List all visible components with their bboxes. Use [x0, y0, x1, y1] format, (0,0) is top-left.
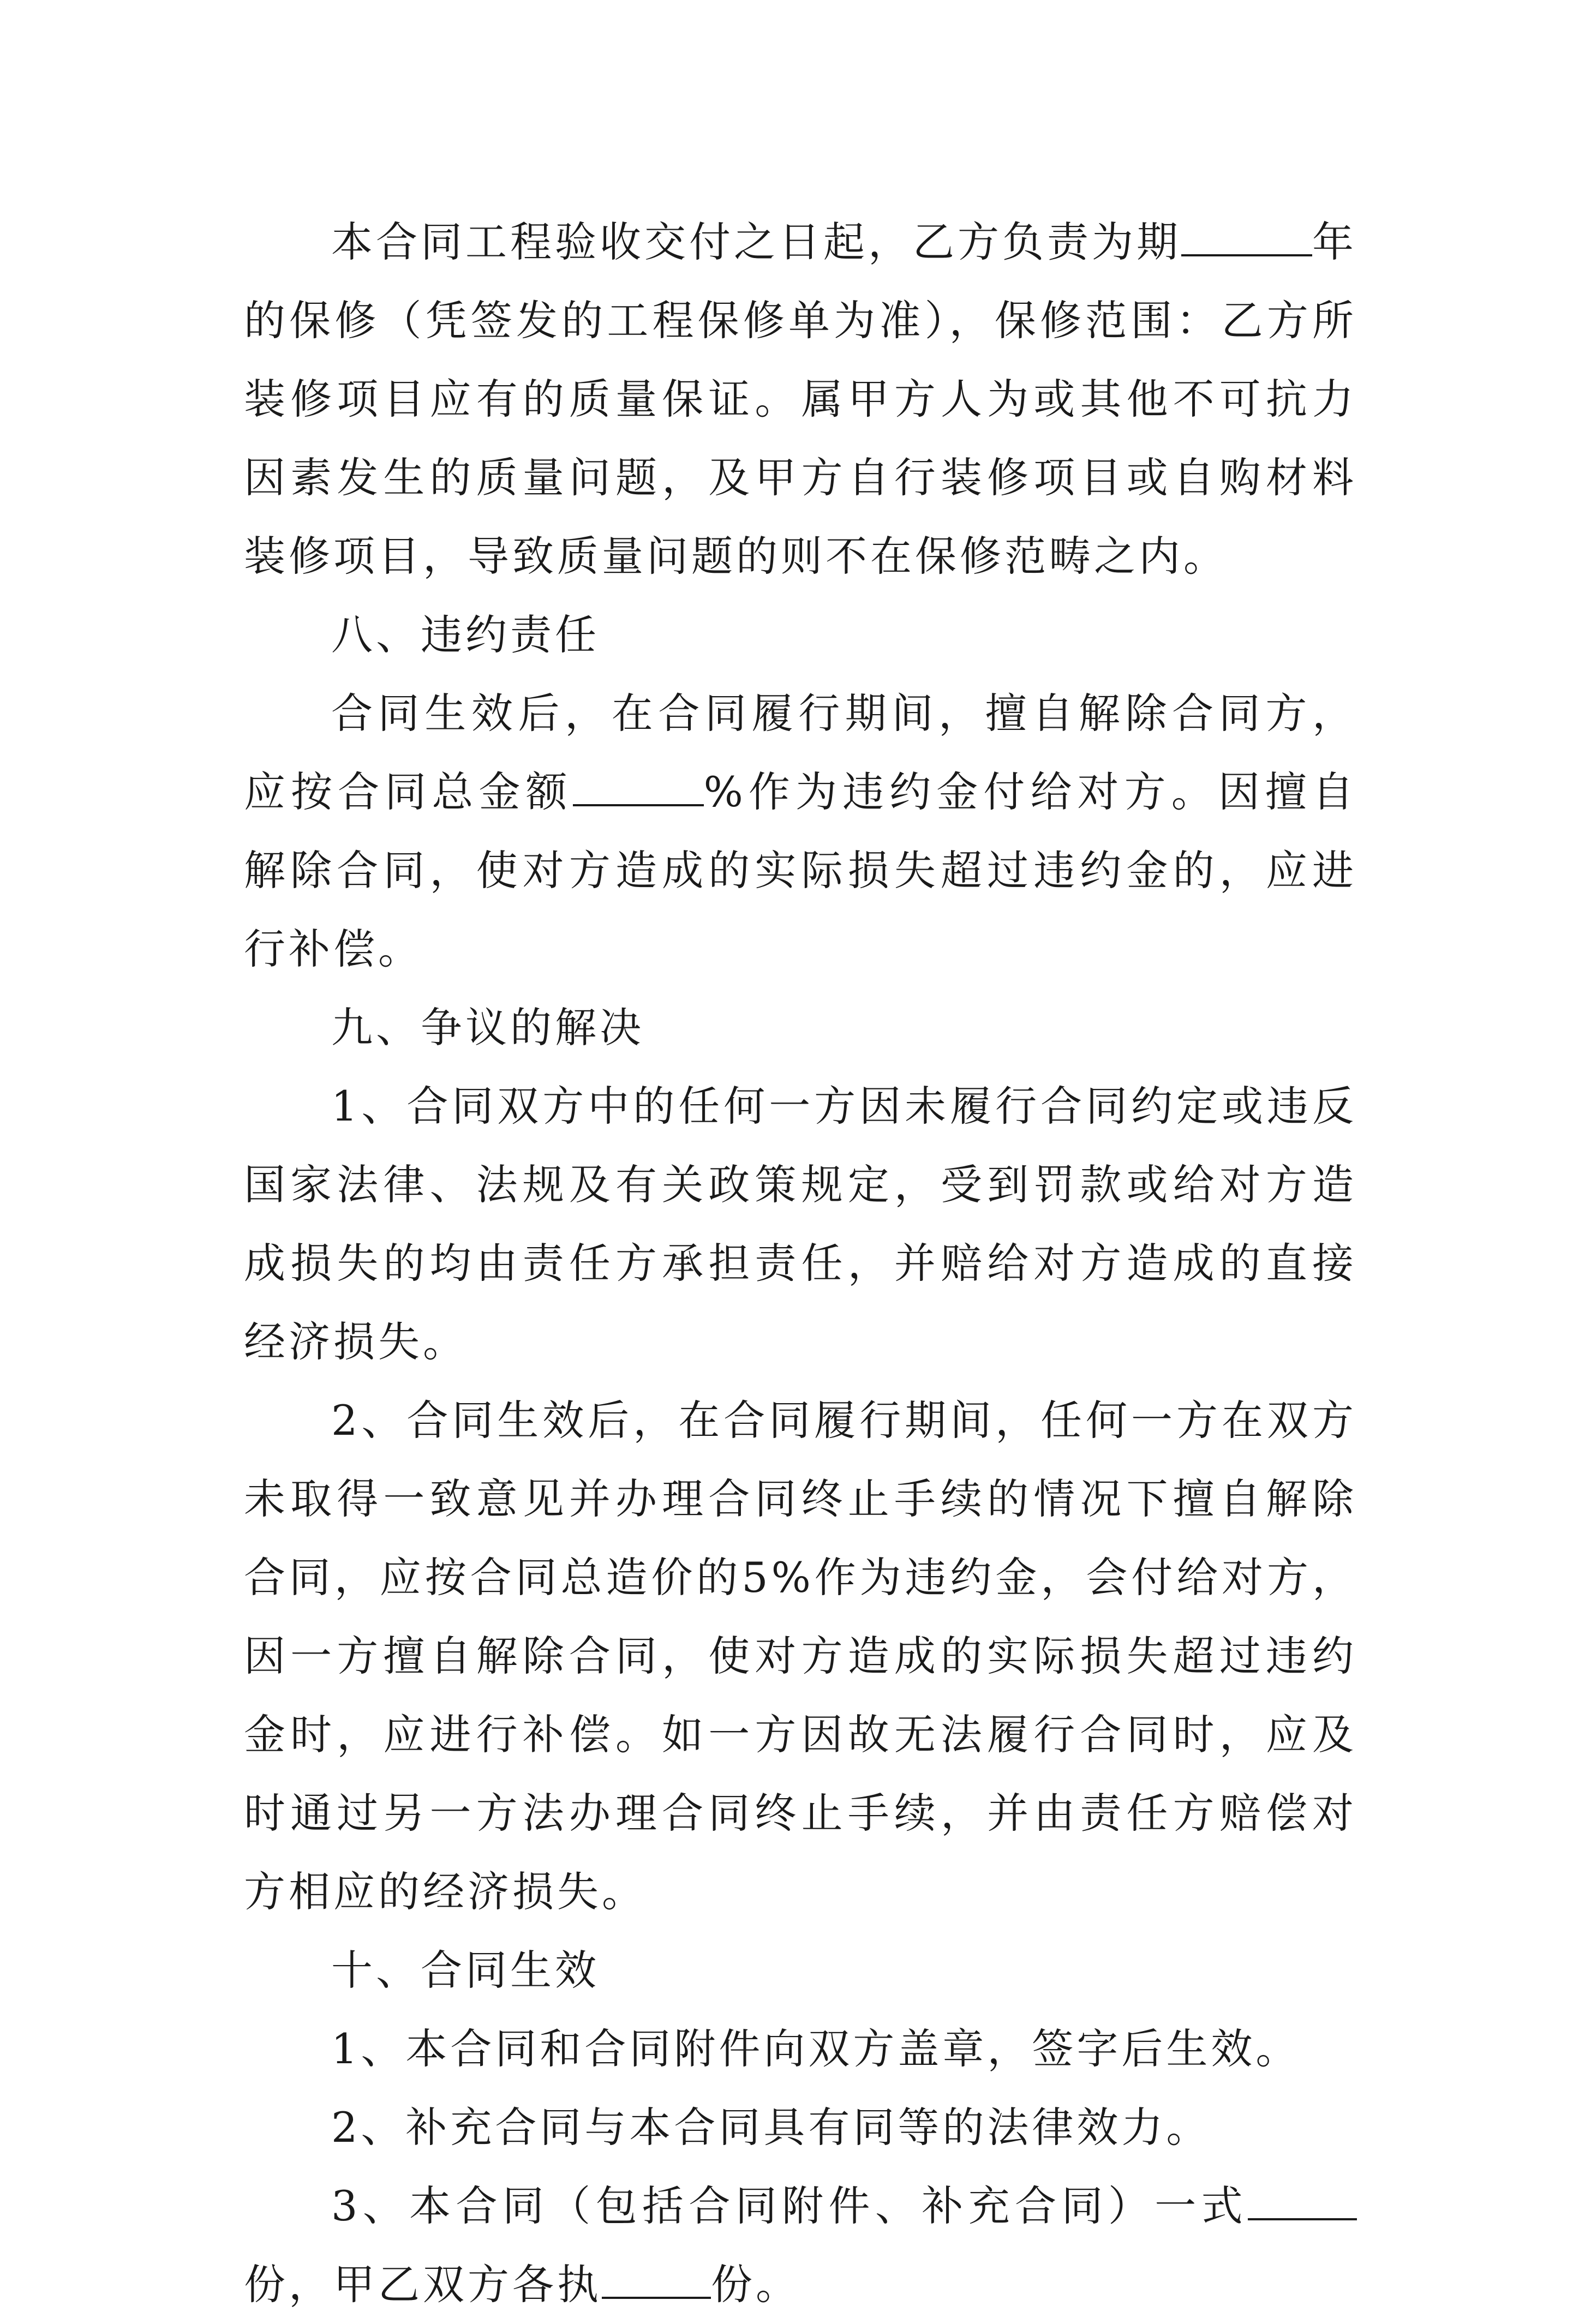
breach-text-start: 合同生效后，在合同履行期间，擅自解除合同方，应按合同总金额 [244, 689, 1357, 816]
each-party-copies-blank[interactable] [602, 2254, 711, 2299]
effect-item-1: 1、本合同和合同附件向双方盖章，签字后生效。 [331, 2024, 1301, 2073]
copies-text-end: 份。 [711, 2260, 800, 2309]
total-copies-blank[interactable] [1248, 2176, 1357, 2220]
effect-heading: 十、合同生效 [331, 1946, 600, 1994]
effect-item-3 [244, 2167, 1357, 2324]
breach-paragraph [244, 674, 1357, 989]
dispute-item-2: 2、合同生效后，在合同履行期间，任何一方在双方未取得一致意见并办理合同终止手续的情况下擅自解除合同，应按合同总造价的5%作为违约金，会付给对方，因一方擅自解除合同，使对方造成的实际损失超过违约金时，应进行补偿。如一方因故无法履行合同时，应及时通过另一方法办理合同终止手续，并由责任方赔偿对方相应的经济损失。 [244, 1396, 1357, 1916]
warranty-years-blank[interactable] [1181, 212, 1312, 256]
penalty-percent-blank[interactable] [573, 762, 704, 806]
copies-text-start: 3、本合同（包括合同附件、补充合同）一式 [331, 2182, 1248, 2230]
dispute-heading: 九、争议的解决 [331, 1003, 644, 1052]
copies-text-middle: 份，甲乙双方各执 [244, 2260, 602, 2309]
warranty-text-start: 本合同工程验收交付之日起，乙方负责为期 [331, 218, 1181, 266]
document-body [244, 203, 1357, 2324]
warranty-paragraph [244, 203, 1357, 596]
effect-item-2: 2、补充合同与本合同具有同等的法律效力。 [331, 2103, 1211, 2152]
dispute-item-1: 1、合同双方中的任何一方因未履行合同约定或违反国家法律、法规及有关政策规定，受到罚款或给对方造成损失的均由责任方承担责任，并赔给对方造成的直接经济损失。 [244, 1082, 1357, 1366]
warranty-text-rest: 年的保修（凭签发的工程保修单为准），保修范围：乙方所装修项目应有的质量保证。属甲方人为或其他不可抗力因素发生的质量问题，及甲方自行装修项目或自购材料装修项目，导致质量问题的则不在保修范畴之内。 [244, 218, 1357, 580]
breach-text-rest: %作为违约金付给对方。因擅自解除合同，使对方造成的实际损失超过违约金的，应进行补偿。 [244, 768, 1357, 973]
breach-heading: 八、违约责任 [331, 610, 600, 659]
